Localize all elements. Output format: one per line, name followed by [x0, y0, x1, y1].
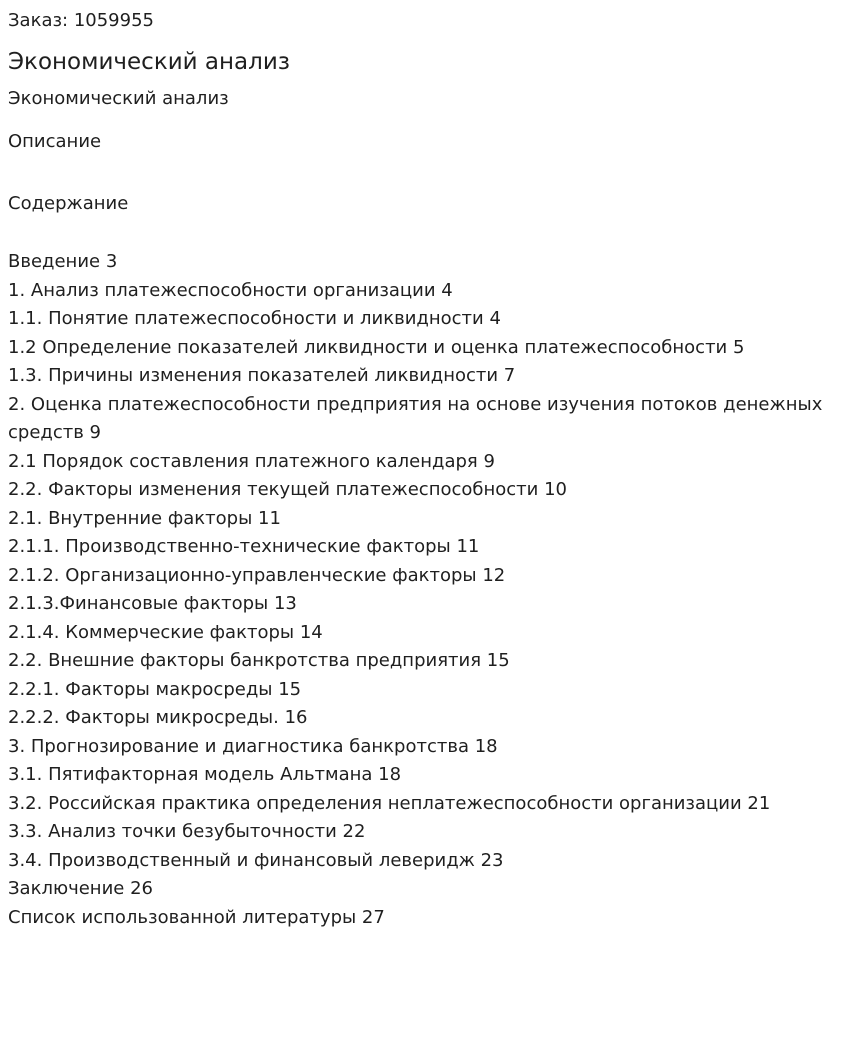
- toc-item: 2.1.1. Производственно-технические факторы 11: [8, 536, 480, 557]
- toc-item: 3.2. Российская практика определения неплатежеспособности организации 21: [8, 792, 771, 814]
- toc-item: 2.2. Внешние факторы банкротства предприятия 15: [8, 650, 510, 671]
- toc-item: Список использованной литературы 27: [8, 906, 385, 928]
- toc-item: 1.1. Понятие платежеспособности и ликвидности 4: [8, 308, 501, 329]
- toc-item: 1.3. Причины изменения показателей ликвидности 7: [8, 365, 516, 386]
- toc-item: 2.1.2. Организационно-управленческие факторы 12: [8, 564, 506, 586]
- toc-item: 2.1 Порядок составления платежного календаря 9: [8, 450, 495, 472]
- table-of-contents: [8, 248, 838, 932]
- toc-item: 2.2.2. Факторы микросреды. 16: [8, 707, 308, 728]
- toc-item: Введение 3: [8, 251, 118, 272]
- page-title: Экономический анализ: [8, 49, 291, 75]
- toc-item: 2. Оценка платежеспособности предприятия на основе изучения потоков денежных средств 9: [8, 393, 823, 443]
- toc-item: 2.2.1. Факторы макросреды 15: [8, 678, 302, 700]
- toc-item: 2.1. Внутренние факторы 11: [8, 507, 281, 529]
- toc-item: 3. Прогнозирование и диагностика банкротства 18: [8, 735, 498, 757]
- toc-item: 2.1.3.Финансовые факторы 13: [8, 593, 297, 614]
- toc-item: 3.4. Производственный и финансовый леверидж 23: [8, 849, 504, 871]
- toc-item: 2.2. Факторы изменения текущей платежеспособности 10: [8, 479, 567, 500]
- order-number: Заказ: 1059955: [8, 10, 154, 31]
- toc-item: 1. Анализ платежеспособности организации 4: [8, 279, 453, 301]
- description-heading: Описание: [8, 131, 102, 152]
- contents-heading: Содержание: [8, 193, 129, 214]
- toc-item: 1.2 Определение показателей ликвидности и оценка платежеспособности 5: [8, 336, 745, 358]
- toc-item: 3.1. Пятифакторная модель Альтмана 18: [8, 764, 402, 785]
- toc-item: 2.1.4. Коммерческие факторы 14: [8, 621, 323, 643]
- toc-item: 3.3. Анализ точки безубыточности 22: [8, 821, 366, 842]
- page-subtitle: Экономический анализ: [8, 88, 229, 109]
- toc-item: Заключение 26: [8, 878, 153, 899]
